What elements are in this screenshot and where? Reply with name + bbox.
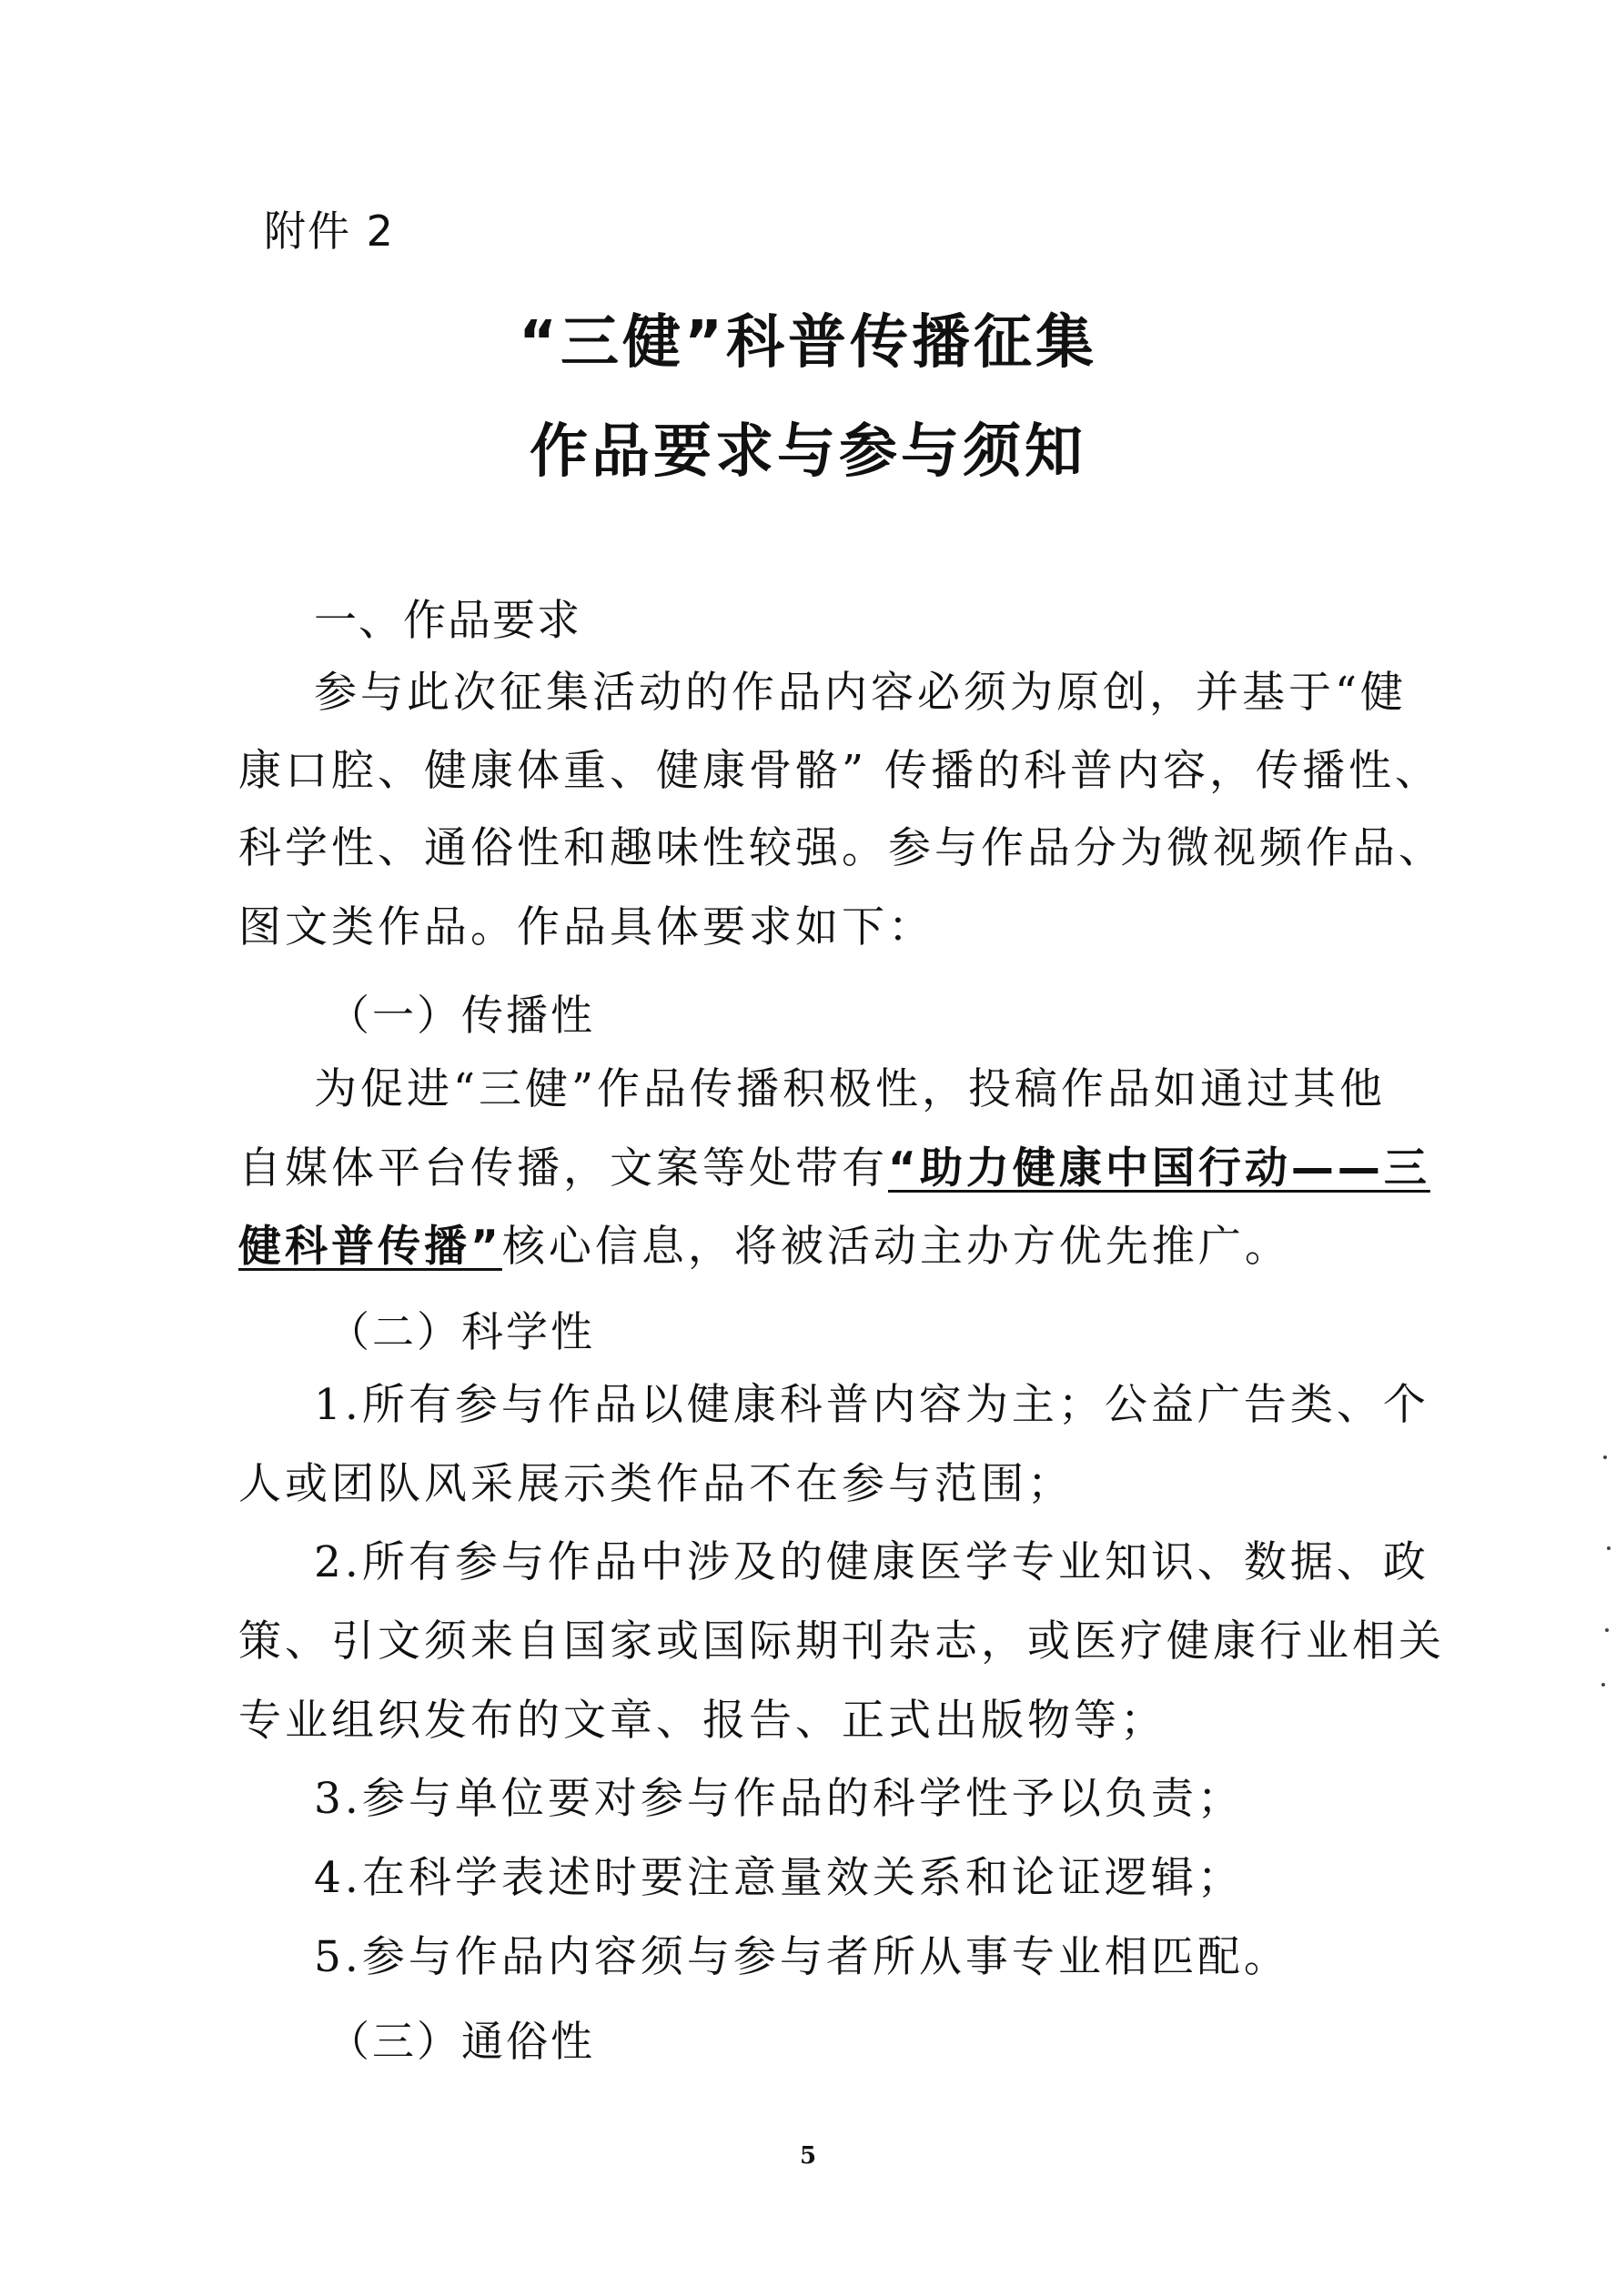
scan-speck: [1603, 1455, 1607, 1459]
paragraph-line: 3.参与单位要对参与作品的科学性予以负责；: [314, 1774, 1244, 1824]
underlined-slogan: “助力健康中国行动——三: [888, 1143, 1430, 1193]
line-text: 核心信息，将被活动主办方优先推广。: [501, 1222, 1291, 1272]
attachment-label: 附件 2: [264, 206, 395, 256]
paragraph-line: 科学性、通俗性和趣味性较强。参与作品分为微视频作品、: [238, 823, 1445, 873]
paragraph-line: [238, 1142, 1430, 1196]
scan-speck: [1607, 1546, 1611, 1550]
paragraph-line: 4.在科学表述时要注意量效关系和论证逻辑；: [314, 1853, 1244, 1903]
title-line-1: “三健”科普传播征集: [518, 309, 1098, 377]
paragraph-line: 2.所有参与作品中涉及的健康医学专业知识、数据、政: [314, 1537, 1429, 1587]
scan-speck: [1601, 1683, 1605, 1687]
paragraph-line: 为促进“三健”作品传播积极性，投稿作品如通过其他: [314, 1064, 1387, 1114]
paragraph-line: [238, 1220, 1385, 1274]
subsection-heading: （二）科学性: [328, 1307, 595, 1356]
section-heading: 一、作品要求: [314, 596, 581, 646]
paragraph-line: 5.参与作品内容须与参与者所从事专业相匹配。: [314, 1932, 1290, 1982]
underlined-slogan: 健科普传播”: [238, 1222, 502, 1272]
scan-speck: [1605, 1628, 1609, 1632]
subsection-heading: （三）通俗性: [328, 2017, 595, 2066]
paragraph-line: 策、引文须来自国家或国际期刊杂志，或医疗健康行业相关: [238, 1616, 1445, 1667]
line-text: 自媒体平台传播，文案等处带有: [238, 1143, 888, 1193]
paragraph-line: 人或团队风采展示类作品不在参与范围；: [238, 1459, 1074, 1509]
paragraph-line: 参与此次征集活动的作品内容必须为原创，并基于“健: [314, 668, 1408, 718]
paragraph-line: 1.所有参与作品以健康科普内容为主；公益广告类、个: [314, 1380, 1429, 1430]
paragraph-line: 康口腔、健康体重、健康骨骼” 传播的科普内容，传播性、: [238, 746, 1441, 796]
page-number: 5: [799, 2142, 817, 2170]
paragraph-line: 图文类作品。作品具体要求如下：: [238, 902, 934, 952]
title-line-2: 作品要求与参与须知: [530, 418, 1086, 486]
paragraph-line: 专业组织发布的文章、报告、正式出版物等；: [238, 1696, 1167, 1746]
subsection-heading: （一）传播性: [328, 991, 595, 1040]
